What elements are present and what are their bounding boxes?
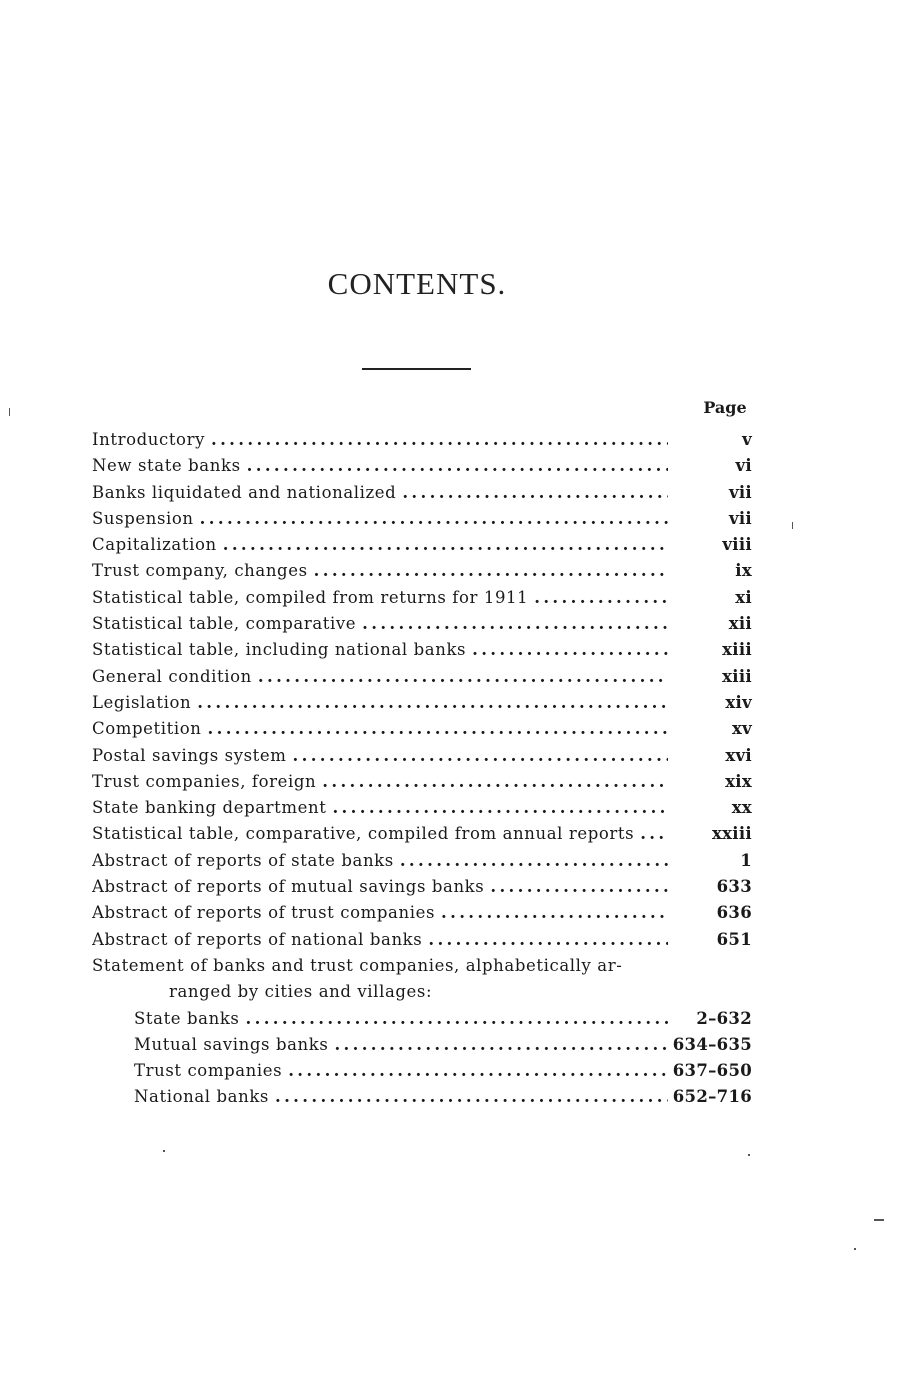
toc-entry-label: General condition bbox=[92, 666, 252, 686]
toc-entry bbox=[92, 558, 752, 584]
scan-speck bbox=[163, 1150, 165, 1152]
toc-entry-page: xi bbox=[735, 587, 752, 607]
statement-heading-line2: ranged by cities and villages: bbox=[169, 982, 433, 1002]
toc-entry-label: Statistical table, comparative, compiled from annual reports bbox=[92, 824, 635, 844]
toc-entry-label: Capitalization bbox=[92, 535, 217, 555]
toc-entry-label: Abstract of reports of state banks bbox=[92, 850, 394, 870]
toc-entry-page: ix bbox=[735, 561, 752, 581]
toc-entry-page: 633 bbox=[716, 877, 752, 897]
toc-entry-page: vii bbox=[728, 508, 752, 528]
toc-sub-entry bbox=[92, 1032, 752, 1058]
toc-entry-label: Trust companies, foreign bbox=[92, 771, 317, 791]
toc-entry-label: Suspension bbox=[92, 508, 194, 528]
toc-entry bbox=[92, 900, 752, 926]
toc-entry-label: State banks bbox=[134, 1008, 240, 1028]
toc-entry-label: Abstract of reports of trust companies bbox=[92, 903, 436, 923]
toc-entry bbox=[92, 690, 752, 716]
toc-entry-label: Statistical table, including national banks bbox=[92, 640, 467, 660]
toc-entry bbox=[92, 743, 752, 769]
toc-entry-page: v bbox=[742, 430, 752, 449]
toc-entry-label: Competition bbox=[92, 719, 202, 739]
toc-entry-label: Trust companies bbox=[134, 1061, 283, 1081]
toc-entry-page: 637–650 bbox=[672, 1061, 752, 1081]
toc-entry-page: xv bbox=[731, 719, 752, 739]
toc-entry bbox=[92, 821, 752, 847]
page-column-header: Page bbox=[703, 398, 747, 417]
toc-entry bbox=[92, 716, 752, 742]
toc-entry-page: xvi bbox=[725, 745, 752, 765]
toc-entry bbox=[92, 664, 752, 690]
toc-entry-page: 1 bbox=[740, 850, 752, 870]
toc-entry-label: Legislation bbox=[92, 692, 192, 712]
toc-entry-label: Introductory bbox=[92, 430, 205, 449]
scan-speck bbox=[854, 1248, 856, 1250]
toc-entry-label: Trust company, changes bbox=[92, 561, 308, 581]
toc-entry-page: vi bbox=[735, 456, 752, 476]
toc-entry bbox=[92, 453, 752, 479]
toc-entry-label: Statistical table, compiled from returns for 1911 bbox=[92, 587, 529, 607]
toc-entry bbox=[92, 848, 752, 874]
scan-speck bbox=[874, 1219, 884, 1221]
scan-speck bbox=[792, 522, 793, 529]
statement-heading-line1: Statement of banks and trust companies, alphabetically ar- bbox=[92, 955, 623, 975]
toc-entry-label: Abstract of reports of mutual savings banks bbox=[92, 877, 485, 897]
toc-entry-label: Mutual savings banks bbox=[134, 1034, 329, 1054]
toc-entry bbox=[92, 427, 752, 453]
toc-entry-page: 634–635 bbox=[672, 1034, 752, 1054]
scan-speck bbox=[748, 1154, 750, 1156]
toc-entry bbox=[92, 611, 752, 637]
toc-sub-entry bbox=[92, 1006, 752, 1032]
toc-entry-label: Abstract of reports of national banks bbox=[92, 929, 423, 949]
page-title: CONTENTS. bbox=[327, 266, 507, 301]
toc-entry bbox=[92, 480, 752, 506]
toc-entry-page: xiii bbox=[722, 640, 752, 660]
table-of-contents bbox=[92, 427, 752, 1111]
toc-entry-label: Statistical table, comparative bbox=[92, 614, 357, 634]
toc-entry-page: xiv bbox=[725, 692, 752, 712]
toc-sub-entry bbox=[92, 1084, 752, 1110]
toc-entry-page: 652–716 bbox=[672, 1087, 752, 1107]
toc-entry bbox=[92, 795, 752, 821]
toc-entry bbox=[92, 769, 752, 795]
statement-heading bbox=[92, 953, 752, 1006]
toc-entry bbox=[92, 874, 752, 900]
toc-entry-page: viii bbox=[722, 535, 752, 555]
scan-speck bbox=[9, 408, 10, 416]
toc-entry-label: New state banks bbox=[92, 456, 241, 476]
toc-entry-page: 636 bbox=[716, 903, 752, 923]
toc-entry bbox=[92, 506, 752, 532]
toc-entry bbox=[92, 927, 752, 953]
toc-entry-page: xx bbox=[731, 798, 752, 818]
toc-entry-label: Postal savings system bbox=[92, 745, 287, 765]
toc-entry bbox=[92, 532, 752, 558]
toc-entry-label: National banks bbox=[134, 1087, 269, 1107]
toc-entry-page: xiii bbox=[722, 666, 752, 686]
toc-entry-page: xxiii bbox=[712, 824, 752, 844]
title-rule bbox=[362, 368, 471, 370]
toc-entry-label: State banking department bbox=[92, 798, 327, 818]
toc-entry-page: 2–632 bbox=[696, 1008, 752, 1028]
toc-sub-entry bbox=[92, 1058, 752, 1084]
toc-entry-page: vii bbox=[728, 482, 752, 502]
toc-entry-label: Banks liquidated and nationalized bbox=[92, 482, 397, 502]
toc-entry-page: xix bbox=[725, 771, 752, 791]
toc-entry bbox=[92, 637, 752, 663]
toc-entry-page: xii bbox=[728, 614, 752, 634]
toc-entry bbox=[92, 585, 752, 611]
toc-entry-page: 651 bbox=[716, 929, 752, 949]
